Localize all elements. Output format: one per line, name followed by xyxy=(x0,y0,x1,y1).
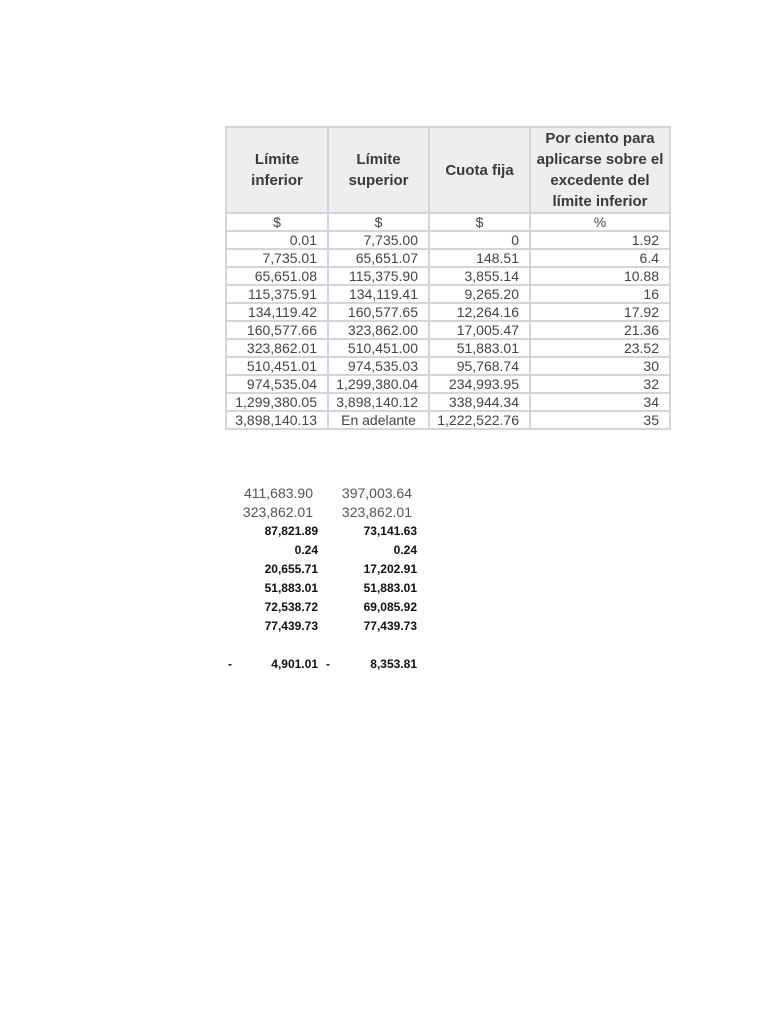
table-cell: 3,898,140.13 xyxy=(226,411,328,429)
table-row xyxy=(226,303,670,321)
table-row xyxy=(226,375,670,393)
table-row xyxy=(226,231,670,249)
table-cell: 1,299,380.05 xyxy=(226,393,328,411)
calc-value: 72,538.72 xyxy=(264,600,318,614)
table-cell: 1,222,522.76 xyxy=(429,411,530,429)
table-cell: 3,855.14 xyxy=(429,267,530,285)
table-cell: 16 xyxy=(530,285,670,303)
table-cell: 323,862.01 xyxy=(226,339,328,357)
table-cell: 338,944.34 xyxy=(429,393,530,411)
table-header-row xyxy=(226,127,670,213)
table-row xyxy=(226,411,670,429)
table-row xyxy=(226,285,670,303)
table-cell: 65,651.07 xyxy=(328,249,429,267)
table-cell: 115,375.91 xyxy=(226,285,328,303)
table-cell: 1,299,380.04 xyxy=(328,375,429,393)
table-cell: 510,451.00 xyxy=(328,339,429,357)
calc-value: 0.24 xyxy=(393,543,417,557)
table-cell: 0 xyxy=(429,231,530,249)
calc-value: 17,202.91 xyxy=(363,562,417,576)
table-cell: 34 xyxy=(530,393,670,411)
table-cell: 35 xyxy=(530,411,670,429)
table-cell: 10.88 xyxy=(530,267,670,285)
table-cell: 32 xyxy=(530,375,670,393)
table-cell: 17.92 xyxy=(530,303,670,321)
header-limite-superior: Límite superior xyxy=(328,127,429,213)
unit-cell: $ xyxy=(328,213,429,231)
table-cell: 160,577.65 xyxy=(328,303,429,321)
calc-value: 51,883.01 xyxy=(264,581,318,595)
table-cell: 9,265.20 xyxy=(429,285,530,303)
calc-value: 20,655.71 xyxy=(264,562,318,576)
table-cell: 3,898,140.12 xyxy=(328,393,429,411)
table-cell: En adelante xyxy=(328,411,429,429)
header-por-ciento: Por ciento para aplicarse sobre el excedente del límite inferior xyxy=(530,127,670,213)
calc-value: 4,901.01 xyxy=(271,657,318,671)
table-cell: 6.4 xyxy=(530,249,670,267)
table-row xyxy=(226,357,670,375)
table-cell: 1.92 xyxy=(530,231,670,249)
table-row xyxy=(226,249,670,267)
table-cell: 974,535.03 xyxy=(328,357,429,375)
table-cell: 510,451.01 xyxy=(226,357,328,375)
table-cell: 65,651.08 xyxy=(226,267,328,285)
calc-value: 69,085.92 xyxy=(363,600,417,614)
header-limite-inferior: Límite inferior xyxy=(226,127,328,213)
unit-cell: $ xyxy=(226,213,328,231)
table-cell: 12,264.16 xyxy=(429,303,530,321)
calc-value: 51,883.01 xyxy=(363,581,417,595)
table-cell: 148.51 xyxy=(429,249,530,267)
table-cell: 30 xyxy=(530,357,670,375)
unit-cell: $ xyxy=(429,213,530,231)
calc-value: 8,353.81 xyxy=(370,657,417,671)
calc-value: 323,862.01 xyxy=(341,504,412,520)
negative-sign: - xyxy=(228,657,232,671)
table-cell: 51,883.01 xyxy=(429,339,530,357)
calc-value: 87,821.89 xyxy=(264,524,318,538)
calc-value: 77,439.73 xyxy=(264,619,318,633)
table-cell: 7,735.00 xyxy=(328,231,429,249)
calc-value: 73,141.63 xyxy=(363,524,417,538)
table-cell: 134,119.41 xyxy=(328,285,429,303)
header-cuota-fija: Cuota fija xyxy=(429,127,530,213)
table-cell: 95,768.74 xyxy=(429,357,530,375)
calc-value: 77,439.73 xyxy=(363,619,417,633)
isr-tax-table xyxy=(225,126,671,430)
table-row xyxy=(226,339,670,357)
table-cell: 160,577.66 xyxy=(226,321,328,339)
table-cell: 134,119.42 xyxy=(226,303,328,321)
table-cell: 115,375.90 xyxy=(328,267,429,285)
table-cell: 323,862.00 xyxy=(328,321,429,339)
table-cell: 974,535.04 xyxy=(226,375,328,393)
negative-sign: - xyxy=(326,657,330,671)
table-cell: 17,005.47 xyxy=(429,321,530,339)
table-cell: 0.01 xyxy=(226,231,328,249)
table-row xyxy=(226,321,670,339)
unit-cell: % xyxy=(530,213,670,231)
calc-value: 0.24 xyxy=(294,543,318,557)
table-cell: 23.52 xyxy=(530,339,670,357)
table-row xyxy=(226,393,670,411)
calc-value: 323,862.01 xyxy=(242,504,313,520)
calc-value: 411,683.90 xyxy=(243,485,313,501)
table-cell: 234,993.95 xyxy=(429,375,530,393)
table-cell: 21.36 xyxy=(530,321,670,339)
table-row xyxy=(226,267,670,285)
units-row xyxy=(226,213,670,231)
table-cell: 7,735.01 xyxy=(226,249,328,267)
calc-value: 397,003.64 xyxy=(341,485,412,501)
